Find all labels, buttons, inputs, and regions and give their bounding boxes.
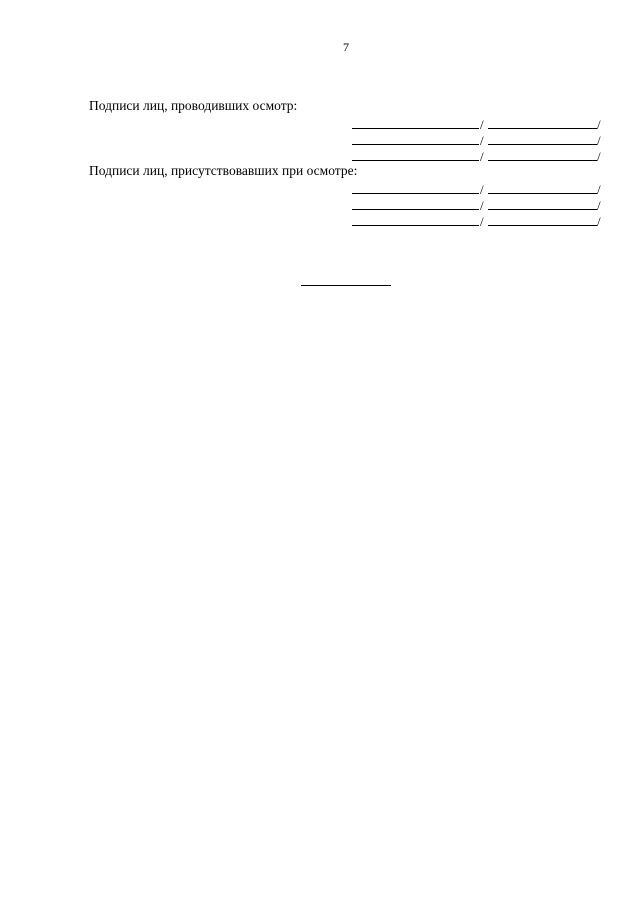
- signature-separator: /: [480, 214, 484, 229]
- signature-separator: /: [480, 182, 484, 197]
- attendee-signature-row: [352, 180, 602, 197]
- name-line: [488, 209, 597, 210]
- signature-line: [352, 144, 479, 145]
- name-line: [488, 128, 597, 129]
- signature-line: [352, 160, 479, 161]
- signature-separator: /: [480, 133, 484, 148]
- signature-line: [352, 225, 479, 226]
- page-number: 7: [343, 40, 349, 54]
- signature-separator: /: [597, 182, 601, 197]
- name-line: [488, 144, 597, 145]
- signature-separator: /: [480, 149, 484, 164]
- conductors-signatures-label: Подписи лиц, проводивших осмотр:: [89, 98, 298, 113]
- conductor-signature-row: [352, 147, 602, 164]
- signature-separator: /: [597, 117, 601, 132]
- conductor-signature-row: [352, 131, 602, 148]
- attendee-signature-row: [352, 196, 602, 213]
- signature-separator: /: [480, 198, 484, 213]
- signature-separator: /: [597, 149, 601, 164]
- name-line: [488, 160, 597, 161]
- signature-separator: /: [597, 133, 601, 148]
- name-line: [488, 193, 597, 194]
- signature-line: [352, 193, 479, 194]
- signature-separator: /: [480, 117, 484, 132]
- name-line: [488, 225, 597, 226]
- conductor-signature-row: [352, 115, 602, 132]
- document-end-rule: [301, 285, 391, 286]
- signature-line: [352, 128, 479, 129]
- signature-separator: /: [597, 198, 601, 213]
- attendees-signatures-label: Подписи лиц, присутствовавших при осмотре:: [89, 163, 358, 178]
- attendee-signature-row: [352, 212, 602, 229]
- signature-line: [352, 209, 479, 210]
- signature-separator: /: [597, 214, 601, 229]
